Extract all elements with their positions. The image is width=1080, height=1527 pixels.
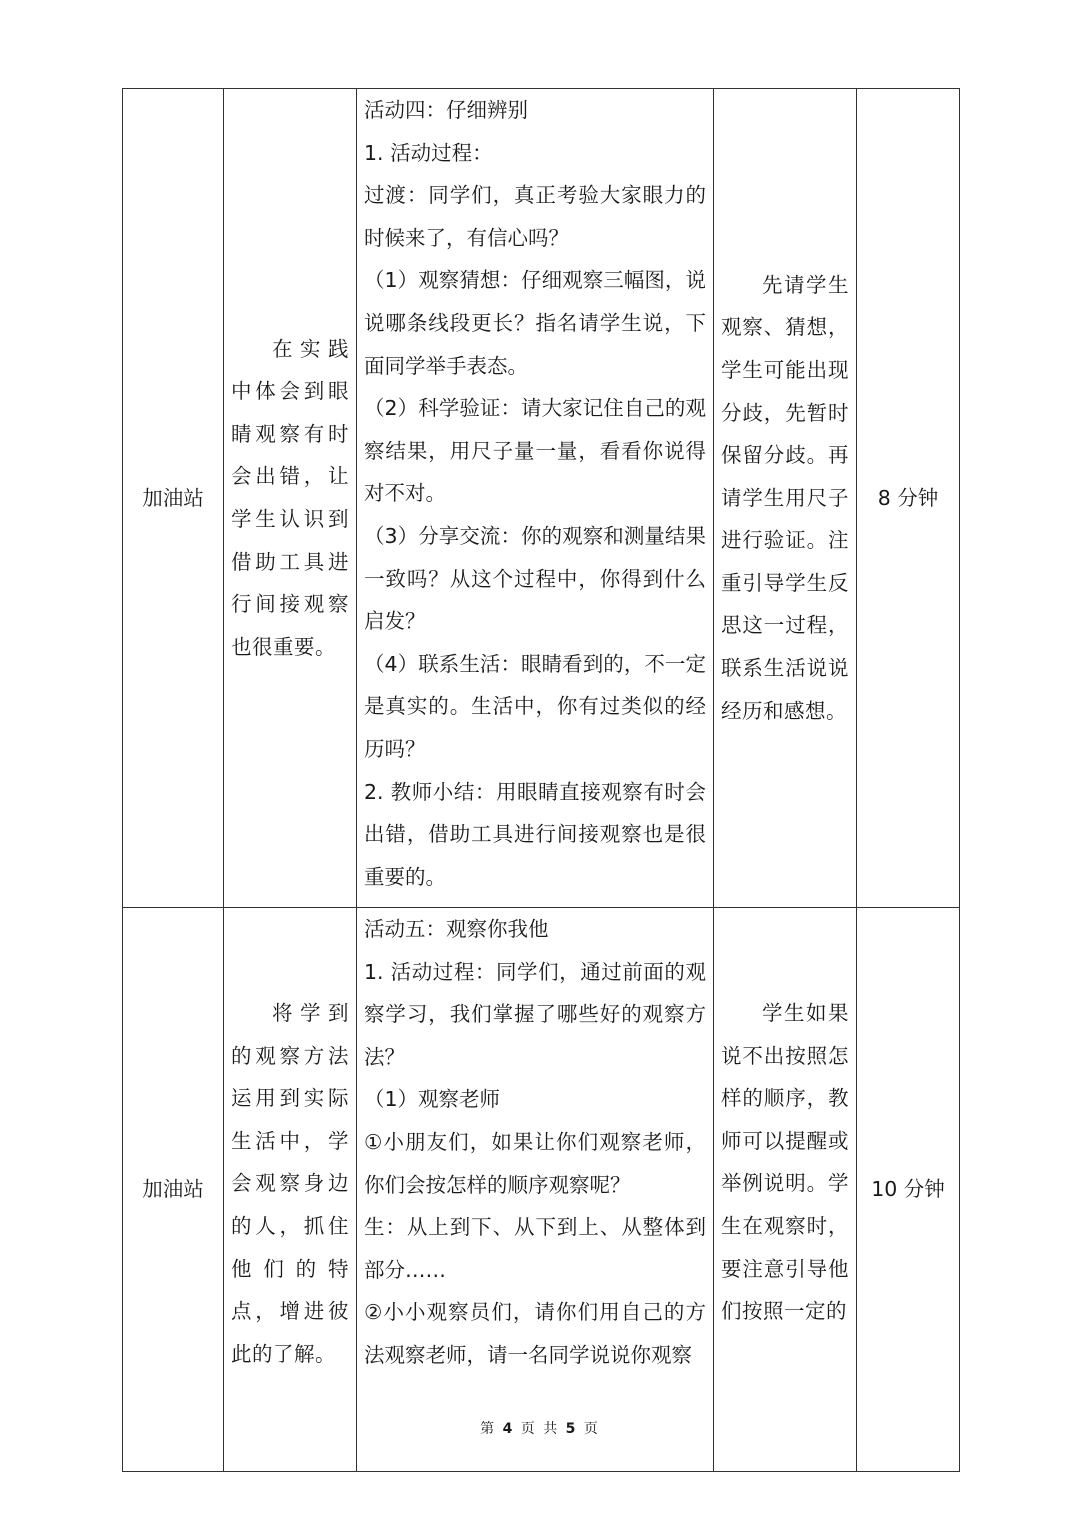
process-line: 生：从上到下、从下到上、从整体到部分…… (364, 1215, 706, 1282)
time-cell: 10 分钟 (857, 908, 960, 1472)
process-line: （1）观察猜想：仔细观察三幅图，说说哪条线段更长？指名请学生说，下面同学举手表态。 (364, 268, 706, 378)
page-footer (0, 1418, 1080, 1438)
process-line: （4）联系生活：眼睛看到的，不一定是真实的。生活中，你有过类似的经历吗？ (364, 651, 706, 761)
process-line: ②小小观察员们，请你们用自己的方法观察老师，请一名同学说说你观察 (364, 1300, 706, 1367)
process-line: 过渡：同学们，真正考验大家眼力的时候来了，有信心吗？ (364, 183, 706, 250)
process-line: 1. 活动过程：同学们，通过前面的观察学习，我们掌握了哪些好的观察方法？ (364, 959, 706, 1069)
footer-prefix: 第 (480, 1421, 497, 1437)
aim-cell: 在实践中体会到眼睛观察有时会出错，让学生认识到借助工具进行间接观察也很重要。 (224, 89, 357, 908)
process-line: （2）科学验证：请大家记住自己的观察结果，用尺子量一量，看看你说得对不对。 (364, 396, 706, 506)
process-cell (357, 908, 714, 1472)
process-cell (357, 89, 714, 908)
activity-title: 活动四：仔细辨别 (364, 98, 528, 122)
process-line: 1. 活动过程： (364, 140, 493, 165)
page-number: 4 (502, 1421, 515, 1437)
process-line: ①小朋友们，如果让你们观察老师，你们会按怎样的顺序观察呢？ (364, 1129, 706, 1197)
time-cell: 8 分钟 (857, 89, 960, 908)
table-row (123, 908, 960, 1472)
note-cell: 先请学生观察、猜想，学生可能出现分歧，先暂时保留分歧。再请学生用尺子进行验证。注重引导学生反思这一过程，联系生活说说经历和感想。 (714, 89, 857, 908)
lesson-plan-table (122, 88, 960, 1472)
footer-suffix: 页 (583, 1421, 600, 1437)
stage-cell: 加油站 (123, 89, 224, 908)
process-line: 2. 教师小结：用眼睛直接观察有时会出错，借助工具进行间接观察也是很重要的。 (364, 779, 706, 889)
footer-middle: 页 共 (520, 1421, 560, 1437)
table-row (123, 89, 960, 908)
page-total: 5 (565, 1421, 578, 1437)
aim-cell: 将学到的观察方法运用到实际生活中，学会观察身边的人，抓住他们的特点，增进彼此的了解。 (224, 908, 357, 1472)
stage-cell: 加油站 (123, 908, 224, 1472)
activity-title: 活动五：观察你我他 (364, 917, 549, 941)
note-cell: 学生如果说不出按照怎样的顺序，教师可以提醒或举例说明。学生在观察时，要注意引导他们按照一定的 (714, 908, 857, 1472)
process-line: （1）观察老师 (364, 1087, 501, 1112)
process-line: （3）分享交流：你的观察和测量结果一致吗？从这个过程中，你得到什么启发？ (364, 523, 706, 634)
